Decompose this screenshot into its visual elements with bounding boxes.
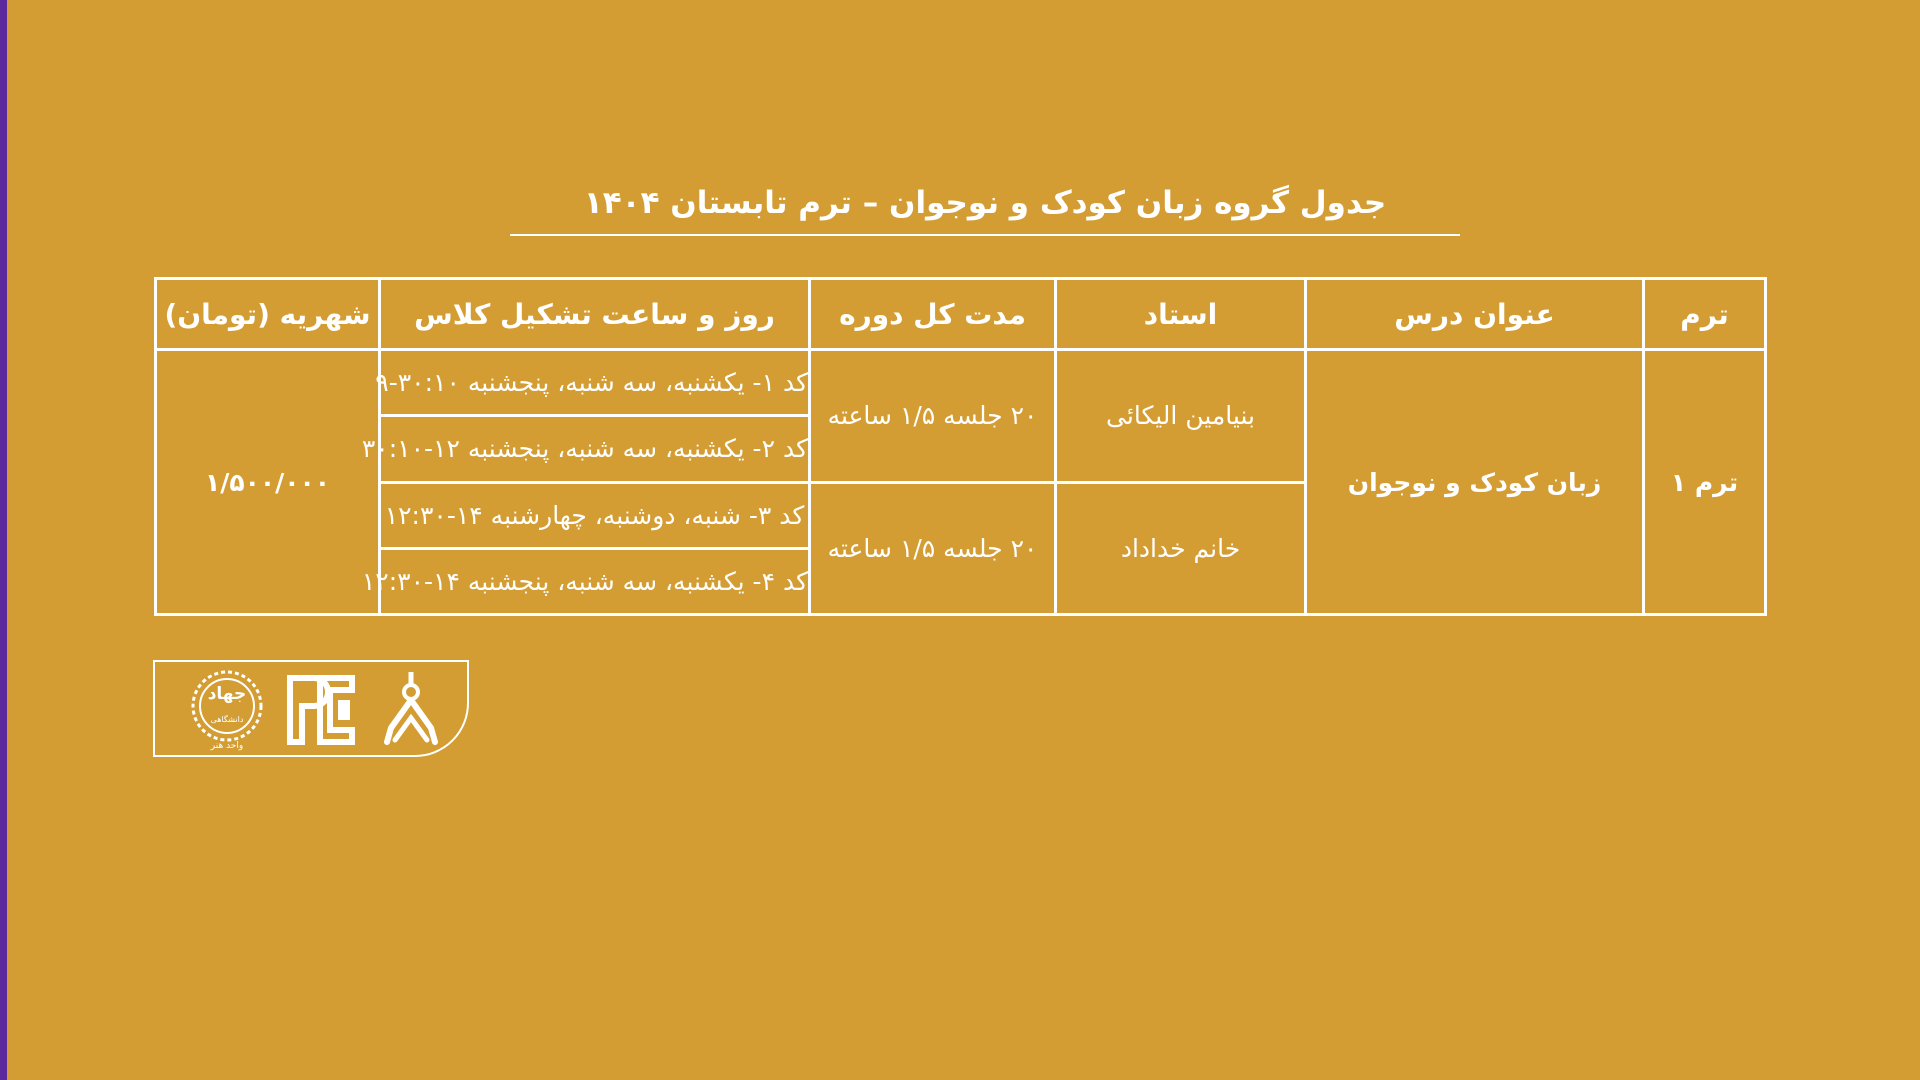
page-title: جدول گروه زبان کودک و نوجوان – ترم تابستان ۱۴۰۴ xyxy=(583,185,1387,221)
schedule-slot-cell: کد ۳- شنبه، دوشنبه، چهارشنبه ۱۴-۱۲:۳۰ xyxy=(380,482,810,548)
header-term: ترم xyxy=(1644,279,1766,350)
left-accent-strip xyxy=(0,0,7,1080)
header-course: عنوان درس xyxy=(1306,279,1644,350)
teacher-cell: بنیامین الیکائی xyxy=(1056,350,1306,483)
schedule-slot-cell: کد ۲- یکشنبه، سه شنبه، پنجشنبه ۱۲-۳۰:۱۰ xyxy=(380,416,810,482)
term-cell: ترم ۱ xyxy=(1644,350,1766,615)
duration-cell: ۲۰ جلسه ۱/۵ ساعته xyxy=(810,350,1056,483)
table-row xyxy=(156,350,1766,416)
emblem-unit-text: واحد هنر xyxy=(210,741,244,751)
header-fee: شهریه (تومان) xyxy=(156,279,380,350)
schedule-slot-cell: کد ۴- یکشنبه، سه شنبه، پنجشنبه ۱۴-۱۲:۳۰ xyxy=(380,548,810,614)
fee-cell: ۱/۵۰۰/۰۰۰ xyxy=(156,350,380,615)
emblem-sub-text: دانشگاهی xyxy=(210,715,244,724)
figure-logo-icon xyxy=(383,670,439,750)
emblem-title-text: جهاد xyxy=(207,684,247,704)
duration-cell: ۲۰ جلسه ۱/۵ ساعته xyxy=(810,482,1056,615)
header-duration: مدت کل دوره xyxy=(810,279,1056,350)
logo-box xyxy=(153,660,469,757)
teacher-cell: خانم خداداد xyxy=(1056,482,1306,615)
course-title-cell: زبان کودک و نوجوان xyxy=(1306,350,1644,615)
header-schedule: روز و ساعت تشکیل کلاس xyxy=(380,279,810,350)
title-underline xyxy=(510,234,1460,236)
academy-mark-icon xyxy=(286,670,358,750)
schedule-table xyxy=(154,277,1767,616)
table-header-row xyxy=(156,279,1766,350)
schedule-slot-cell: کد ۱- یکشنبه، سه شنبه، پنجشنبه ۳۰:۱۰-۹ xyxy=(380,350,810,416)
header-teacher: استاد xyxy=(1056,279,1306,350)
jihad-emblem-icon xyxy=(189,670,265,750)
